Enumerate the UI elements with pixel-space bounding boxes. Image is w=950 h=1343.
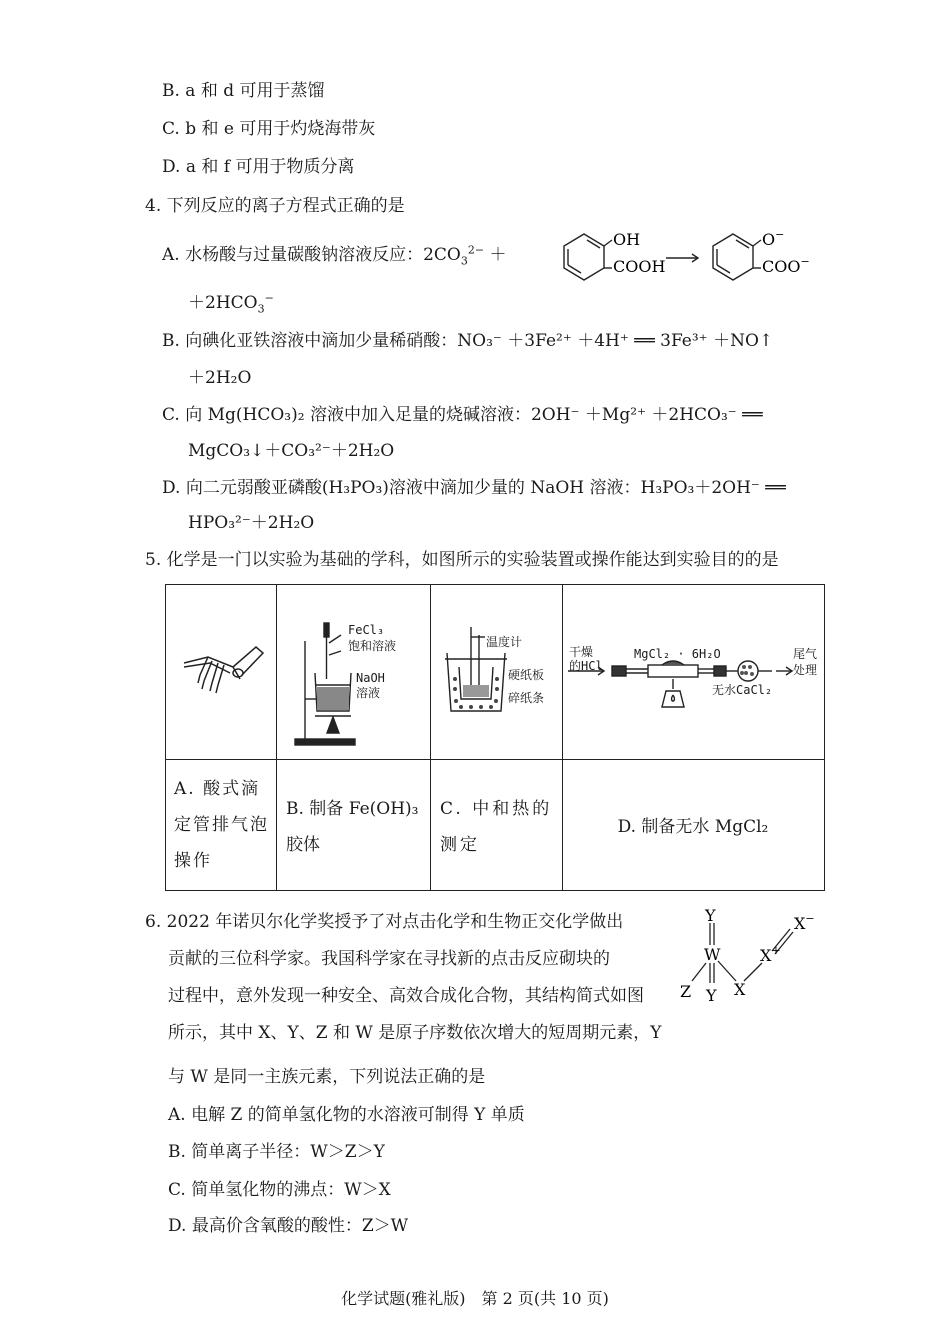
q5-cell-d: D. 制备无水 MgCl₂ xyxy=(617,817,769,837)
q5-cell-c: C. 中和热的 测定 xyxy=(440,799,553,855)
q4-option-a xyxy=(162,244,506,266)
q6-line4: 所示，其中 X、Y、Z 和 W 是原子序数依次增大的短周期元素，Y xyxy=(168,1023,662,1043)
product-benzene-ring xyxy=(713,234,761,280)
compound-structure-figure xyxy=(672,905,842,1007)
q4-option-a-continued: $+2HCO_3^-$ xyxy=(188,291,274,316)
label-anhydrous-cacl2: 无水CaCl₂ xyxy=(712,683,773,697)
q6-option-b: B. 简单离子半径：W＞Z＞Y xyxy=(168,1142,385,1162)
reactant-benzene-ring xyxy=(564,234,612,280)
q4-option-c-line2: MgCO₃↓＋CO₃²⁻＋2H₂O xyxy=(188,441,395,461)
label-dry: 干燥 xyxy=(569,645,594,659)
q3-option-b: B. a 和 d 可用于蒸馏 xyxy=(162,81,325,101)
q6-option-a: A. 电解 Z 的简单氢化物的水溶液可制得 Y 单质 xyxy=(168,1105,525,1125)
struct-w: W xyxy=(704,945,721,964)
q5-cell-a: A. 酸式滴 定管排气泡 操作 xyxy=(174,779,269,871)
reaction-arrow xyxy=(666,254,698,262)
label-naoh: NaOH xyxy=(356,671,385,685)
q6-option-d: D. 最高价含氧酸的酸性：Z＞W xyxy=(168,1216,409,1236)
label-saturated-solution: 饱和溶液 xyxy=(348,639,397,653)
salicylic-acid-reaction-diagram xyxy=(540,222,840,288)
q3-option-d: D. a 和 f 可用于物质分离 xyxy=(162,157,355,177)
product-o: O− xyxy=(762,228,785,249)
label-mgcl2-hydrate: MgCl₂ · 6H₂O xyxy=(634,647,721,661)
q4-option-d-line1: D. 向二元弱酸亚磷酸(H₃PO₃)溶液中滴加少量的 NaOH 溶液：H₃PO₃＋2OH⁻ ══ xyxy=(162,478,786,498)
page-footer: 化学试题(雅礼版) 第 2 页(共 10 页) xyxy=(341,1289,609,1308)
struct-y-bottom: Y xyxy=(706,986,717,1005)
q4-stem: 4. 下列反应的离子方程式正确的是 xyxy=(145,196,405,216)
q4-option-a-ion: $2CO_3^{2-}$ xyxy=(423,243,485,268)
label-naoh-solution: 溶液 xyxy=(356,686,381,700)
label-tail-gas: 尾气 xyxy=(793,647,818,661)
q4-option-a-text: A. 水杨酸与过量碳酸钠溶液反应： xyxy=(162,245,424,265)
label-paper-scraps: 碎纸条 xyxy=(508,691,545,705)
q4-option-a-plus: ＋ xyxy=(489,245,507,265)
q6-option-c: C. 简单氢化物的沸点：W＞X xyxy=(168,1180,391,1200)
label-cardboard: 硬纸板 xyxy=(508,668,545,682)
struct-x-plus: X+ xyxy=(760,944,781,965)
q6-line1: 6. 2022 年诺贝尔化学奖授予了对点击化学和生物正交化学做出 xyxy=(145,912,624,932)
q4-option-c-line1: C. 向 Mg(HCO₃)₂ 溶液中加入足量的烧碱溶液：2OH⁻ ＋Mg²⁺ ＋2HCO₃⁻ ══ xyxy=(162,405,763,425)
label-thermometer: 温度计 xyxy=(486,635,523,649)
burette-bubble-removal-figure xyxy=(178,635,268,715)
reactant-oh: OH xyxy=(613,230,641,249)
mgcl2-dehydration-setup-figure xyxy=(566,655,824,725)
label-fecl3: FeCl₃ xyxy=(348,623,385,637)
q6-line5: 与 W 是同一主族元素，下列说法正确的是 xyxy=(168,1067,486,1087)
q4-option-d-line2: HPO₃²⁻＋2H₂O xyxy=(188,513,315,533)
struct-z: Z xyxy=(680,982,692,1001)
product-coo: COO− xyxy=(762,255,810,276)
reactant-cooh: COOH xyxy=(613,257,666,276)
label-hcl: 的HCl xyxy=(569,659,603,673)
label-tail-gas-treatment: 处理 xyxy=(793,663,818,677)
q4-option-b-line2: ＋2H₂O xyxy=(188,368,252,388)
q4-option-b-line1: B. 向碘化亚铁溶液中滴加少量稀硝酸：NO₃⁻ ＋3Fe²⁺ ＋4H⁺ ══ 3Fe³⁺ ＋NO↑ xyxy=(162,331,774,351)
q5-apparatus-table xyxy=(165,584,825,891)
q6-line2: 贡献的三位科学家。我国科学家在寻找新的点击反应砌块的 xyxy=(168,949,610,969)
q5-cell-b: B. 制备 Fe(OH)₃ 胶体 xyxy=(286,799,419,855)
q5-stem: 5. 化学是一门以实验为基础的学科，如图所示的实验装置或操作能达到实验目的的是 xyxy=(145,550,779,570)
q3-option-c: C. b 和 e 可用于灼烧海带灰 xyxy=(162,119,376,139)
q6-line3: 过程中，意外发现一种安全、高效合成化合物，其结构简式如图 xyxy=(168,986,644,1006)
struct-x-link: X xyxy=(734,980,746,999)
struct-y-top: Y xyxy=(705,906,716,925)
struct-x-minus: X− xyxy=(794,912,815,933)
